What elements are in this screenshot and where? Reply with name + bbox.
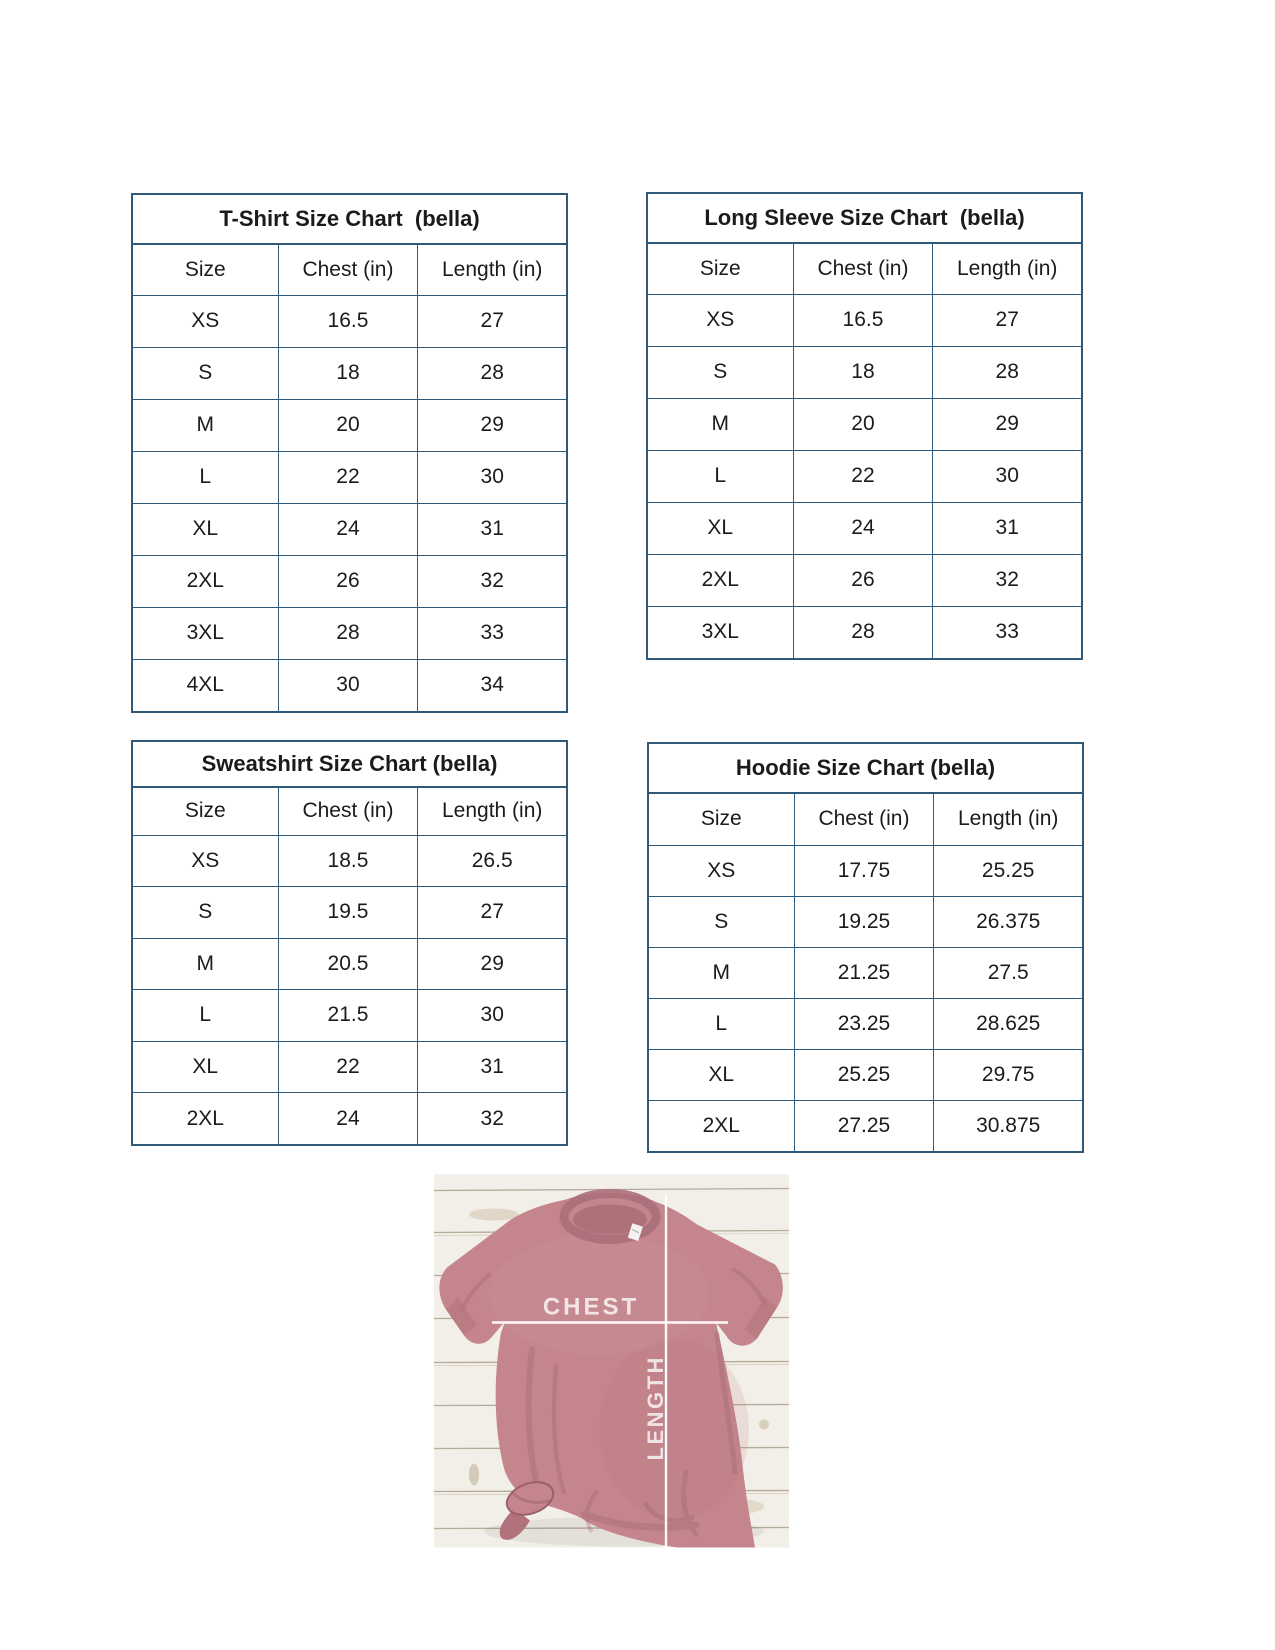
- size-row-2xl: [133, 1093, 566, 1145]
- table-title: Sweatshirt Size Chart (bella): [133, 742, 566, 788]
- chest-cell: 26: [793, 554, 933, 606]
- size-cell: M: [649, 947, 794, 998]
- size-cell: S: [649, 896, 794, 947]
- size-cell: 2XL: [648, 554, 793, 606]
- length-cell: 29: [933, 398, 1081, 450]
- header-cell-chest: Chest (in): [278, 788, 418, 835]
- size-row-2xl: [649, 1100, 1082, 1151]
- chest-cell: 26: [278, 555, 418, 607]
- size-cell: XL: [133, 503, 278, 555]
- size-grid: [133, 788, 566, 1144]
- header-cell-length: Length (in): [934, 794, 1082, 845]
- size-row-xs: [133, 295, 566, 347]
- size-cell: M: [133, 938, 278, 990]
- header-cell-length: Length (in): [418, 245, 566, 295]
- size-cell: 2XL: [133, 1093, 278, 1145]
- length-cell: 32: [933, 554, 1081, 606]
- column-header-row: [133, 788, 566, 835]
- chest-cell: 20: [793, 398, 933, 450]
- size-cell: 3XL: [648, 606, 793, 658]
- size-cell: S: [133, 887, 278, 939]
- chest-cell: 24: [278, 503, 418, 555]
- chest-cell: 24: [793, 502, 933, 554]
- chest-cell: 18.5: [278, 835, 418, 887]
- length-cell: 26.5: [418, 835, 566, 887]
- size-cell: XL: [648, 502, 793, 554]
- measurement-photo: [434, 1174, 789, 1548]
- length-cell: 29: [418, 399, 566, 451]
- size-cell: L: [648, 450, 793, 502]
- chest-cell: 16.5: [278, 295, 418, 347]
- size-row-xl: [648, 502, 1081, 554]
- size-cell: 4XL: [133, 659, 278, 711]
- length-cell: 31: [418, 1041, 566, 1093]
- size-cell: XS: [133, 835, 278, 887]
- size-row-s: [648, 346, 1081, 398]
- tshirt-size-table: [131, 193, 568, 713]
- column-header-row: [133, 245, 566, 295]
- size-row-xs: [648, 294, 1081, 346]
- size-row-s: [133, 887, 566, 939]
- chest-cell: 24: [278, 1093, 418, 1145]
- length-cell: 31: [418, 503, 566, 555]
- length-cell: 25.25: [934, 845, 1082, 896]
- size-row-xs: [649, 845, 1082, 896]
- hoodie-size-table: [647, 742, 1084, 1153]
- size-row-xs: [133, 835, 566, 887]
- chest-cell: 18: [278, 347, 418, 399]
- length-cell: 28: [418, 347, 566, 399]
- chest-cell: 20.5: [278, 938, 418, 990]
- chest-cell: 22: [278, 451, 418, 503]
- chest-cell: 27.25: [794, 1100, 934, 1151]
- header-cell-length: Length (in): [418, 788, 566, 835]
- header-cell-chest: Chest (in): [794, 794, 934, 845]
- size-cell: L: [133, 451, 278, 503]
- size-row-l: [648, 450, 1081, 502]
- chest-cell: 25.25: [794, 1049, 934, 1100]
- size-row-l: [133, 451, 566, 503]
- size-row-s: [649, 896, 1082, 947]
- header-cell-size: Size: [133, 245, 278, 295]
- length-cell: 31: [933, 502, 1081, 554]
- size-row-2xl: [133, 555, 566, 607]
- size-row-4xl: [133, 659, 566, 711]
- size-cell: 2XL: [649, 1100, 794, 1151]
- size-cell: XS: [649, 845, 794, 896]
- chest-cell: 22: [793, 450, 933, 502]
- chest-cell: 30: [278, 659, 418, 711]
- length-cell: 30: [418, 990, 566, 1042]
- size-cell: L: [649, 998, 794, 1049]
- chest-cell: 21.5: [278, 990, 418, 1042]
- size-cell: XS: [648, 294, 793, 346]
- length-cell: 32: [418, 1093, 566, 1145]
- length-cell: 30: [933, 450, 1081, 502]
- length-cell: 29.75: [934, 1049, 1082, 1100]
- length-cell: 27.5: [934, 947, 1082, 998]
- size-row-s: [133, 347, 566, 399]
- chest-cell: 20: [278, 399, 418, 451]
- header-cell-size: Size: [648, 244, 793, 294]
- header-cell-length: Length (in): [933, 244, 1081, 294]
- length-cell: 28: [933, 346, 1081, 398]
- chest-label: CHEST: [542, 1293, 640, 1321]
- size-grid: [649, 794, 1082, 1151]
- size-row-m: [648, 398, 1081, 450]
- chest-cell: 19.25: [794, 896, 934, 947]
- chest-cell: 23.25: [794, 998, 934, 1049]
- size-row-m: [133, 399, 566, 451]
- table-title: Long Sleeve Size Chart (bella): [648, 194, 1081, 244]
- size-cell: XL: [649, 1049, 794, 1100]
- sweatshirt-size-table: [131, 740, 568, 1146]
- size-row-3xl: [648, 606, 1081, 658]
- chest-cell: 28: [793, 606, 933, 658]
- header-cell-chest: Chest (in): [793, 244, 933, 294]
- length-cell: 27: [933, 294, 1081, 346]
- header-cell-size: Size: [649, 794, 794, 845]
- length-cell: 28.625: [934, 998, 1082, 1049]
- length-cell: 33: [418, 607, 566, 659]
- size-row-xl: [649, 1049, 1082, 1100]
- size-row-3xl: [133, 607, 566, 659]
- chest-cell: 16.5: [793, 294, 933, 346]
- length-cell: 26.375: [934, 896, 1082, 947]
- chest-cell: 18: [793, 346, 933, 398]
- size-cell: XS: [133, 295, 278, 347]
- column-header-row: [649, 794, 1082, 845]
- size-row-m: [649, 947, 1082, 998]
- column-header-row: [648, 244, 1081, 294]
- chest-cell: 17.75: [794, 845, 934, 896]
- chest-cell: 22: [278, 1041, 418, 1093]
- length-cell: 29: [418, 938, 566, 990]
- table-title: Hoodie Size Chart (bella): [649, 744, 1082, 794]
- size-row-2xl: [648, 554, 1081, 606]
- size-grid: [133, 245, 566, 711]
- size-cell: 3XL: [133, 607, 278, 659]
- size-cell: XL: [133, 1041, 278, 1093]
- length-cell: 30.875: [934, 1100, 1082, 1151]
- size-row-xl: [133, 503, 566, 555]
- length-cell: 27: [418, 887, 566, 939]
- chest-cell: 28: [278, 607, 418, 659]
- size-row-l: [133, 990, 566, 1042]
- length-cell: 33: [933, 606, 1081, 658]
- size-cell: 2XL: [133, 555, 278, 607]
- table-title: T-Shirt Size Chart (bella): [133, 195, 566, 245]
- length-label: LENGTH: [643, 1355, 668, 1461]
- size-grid: [648, 244, 1081, 658]
- header-cell-size: Size: [133, 788, 278, 835]
- size-row-l: [649, 998, 1082, 1049]
- size-row-xl: [133, 1041, 566, 1093]
- size-cell: S: [648, 346, 793, 398]
- size-row-m: [133, 938, 566, 990]
- length-cell: 30: [418, 451, 566, 503]
- length-cell: 27: [418, 295, 566, 347]
- size-cell: L: [133, 990, 278, 1042]
- length-cell: 32: [418, 555, 566, 607]
- chest-cell: 19.5: [278, 887, 418, 939]
- header-cell-chest: Chest (in): [278, 245, 418, 295]
- chest-cell: 21.25: [794, 947, 934, 998]
- size-cell: S: [133, 347, 278, 399]
- size-cell: M: [648, 398, 793, 450]
- long-sleeve-size-table: [646, 192, 1083, 660]
- length-cell: 34: [418, 659, 566, 711]
- size-cell: M: [133, 399, 278, 451]
